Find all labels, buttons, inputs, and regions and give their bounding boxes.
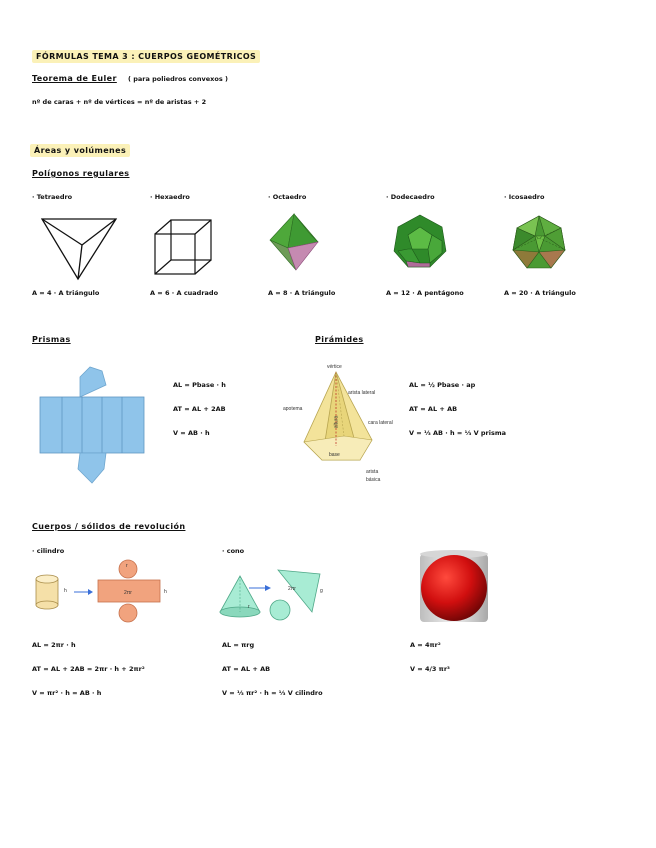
pyramid-lateral-face-label: cara lateral [368,420,393,426]
cylinder-height-label: h [64,588,67,594]
dodecahedron-icon [392,213,448,269]
cylinder-name: · cilindro [32,547,65,555]
pyramid-base-label: base [329,452,340,458]
page-title: FÓRMULAS TEMA 3 : CUERPOS GEOMÉTRICOS [32,50,260,63]
cone-icon [218,574,262,620]
pyramid-height-label: altura [333,415,340,429]
cylinder-total-area: AT = AL + 2AB = 2πr · h + 2πr² [32,665,145,673]
euler-title: Teorema de Euler [32,74,117,83]
hexahedron-formula: A = 6 · A cuadrado [150,289,219,297]
prisms-title: Prismas [32,335,71,344]
dodecahedron-name: · Dodecaedro [386,193,435,201]
sphere-area: A = 4πr² [410,641,441,649]
octahedron-formula: A = 8 · A triángulo [268,289,336,297]
pyramid-lateral-edge-label: arista lateral [348,390,376,396]
cylinder-radius-label: r [126,563,128,569]
octahedron-name: · Octaedro [268,193,307,201]
revolution-title: Cuerpos / sólidos de revolución [32,522,186,531]
cone-name: · cono [222,547,245,555]
cylinder-net-height-label: h [164,589,167,595]
pyramid-vertex-label: vértice [327,364,342,370]
cone-slant-label: g [320,588,323,594]
pyramid-total-area: AT = AL + AB [409,405,458,413]
euler-note: ( para poliedros convexos ) [128,75,228,83]
tetrahedron-formula: A = 4 · A triángulo [32,289,100,297]
tetrahedron-icon [40,215,120,283]
sphere-icon [418,550,490,626]
cylinder-net-label: 2πr [124,590,132,596]
sphere-volume: V = 4/3 πr³ [410,665,450,673]
arrow-right-icon [74,588,94,596]
cylinder-lateral-area: AL = 2πr · h [32,641,76,649]
icosahedron-name: · Icosaedro [504,193,545,201]
cylinder-volume: V = πr² · h = AB · h [32,689,102,697]
hexahedron-name: · Hexaedro [150,193,190,201]
regular-polygons-title: Polígonos regulares [32,169,130,178]
cone-net-icon [268,568,324,624]
prism-volume: V = AB · h [173,429,210,437]
cone-radius-label: r [248,604,250,610]
pyramid-icon [300,370,380,466]
octahedron-icon [266,212,326,272]
areas-title: Áreas y volúmenes [30,144,130,157]
hexahedron-icon [153,218,215,276]
icosahedron-icon [511,214,567,270]
pyramids-title: Pirámides [315,335,364,344]
prism-net-icon [40,365,146,487]
cone-total-area: AT = AL + AB [222,665,271,673]
tetrahedron-name: · Tetraedro [32,193,73,201]
cone-lateral-area: AL = πrg [222,641,255,649]
cone-volume: V = ⅓ πr² · h = ⅓ V cilindro [222,689,323,697]
prism-total-area: AT = AL + 2AB [173,405,226,413]
pyramid-volume: V = ⅓ AB · h = ⅓ V prisma [409,429,506,437]
icosahedron-formula: A = 20 · A triángulo [504,289,576,297]
euler-formula: nº de caras + nº de vértices = nº de aristas + 2 [32,98,207,106]
dodecahedron-formula: A = 12 · A pentágono [386,289,464,297]
cone-net-label: 2πr [288,586,296,592]
pyramid-basic-edge-label-2: básica [366,477,381,483]
cylinder-icon [34,574,64,610]
pyramid-apothem-label: apotema [283,406,303,412]
prism-lateral-area: AL = Pbase · h [173,381,226,389]
pyramid-lateral-area: AL = ½ Pbase · ap [409,381,476,389]
pyramid-basic-edge-label-1: arista [366,469,379,475]
